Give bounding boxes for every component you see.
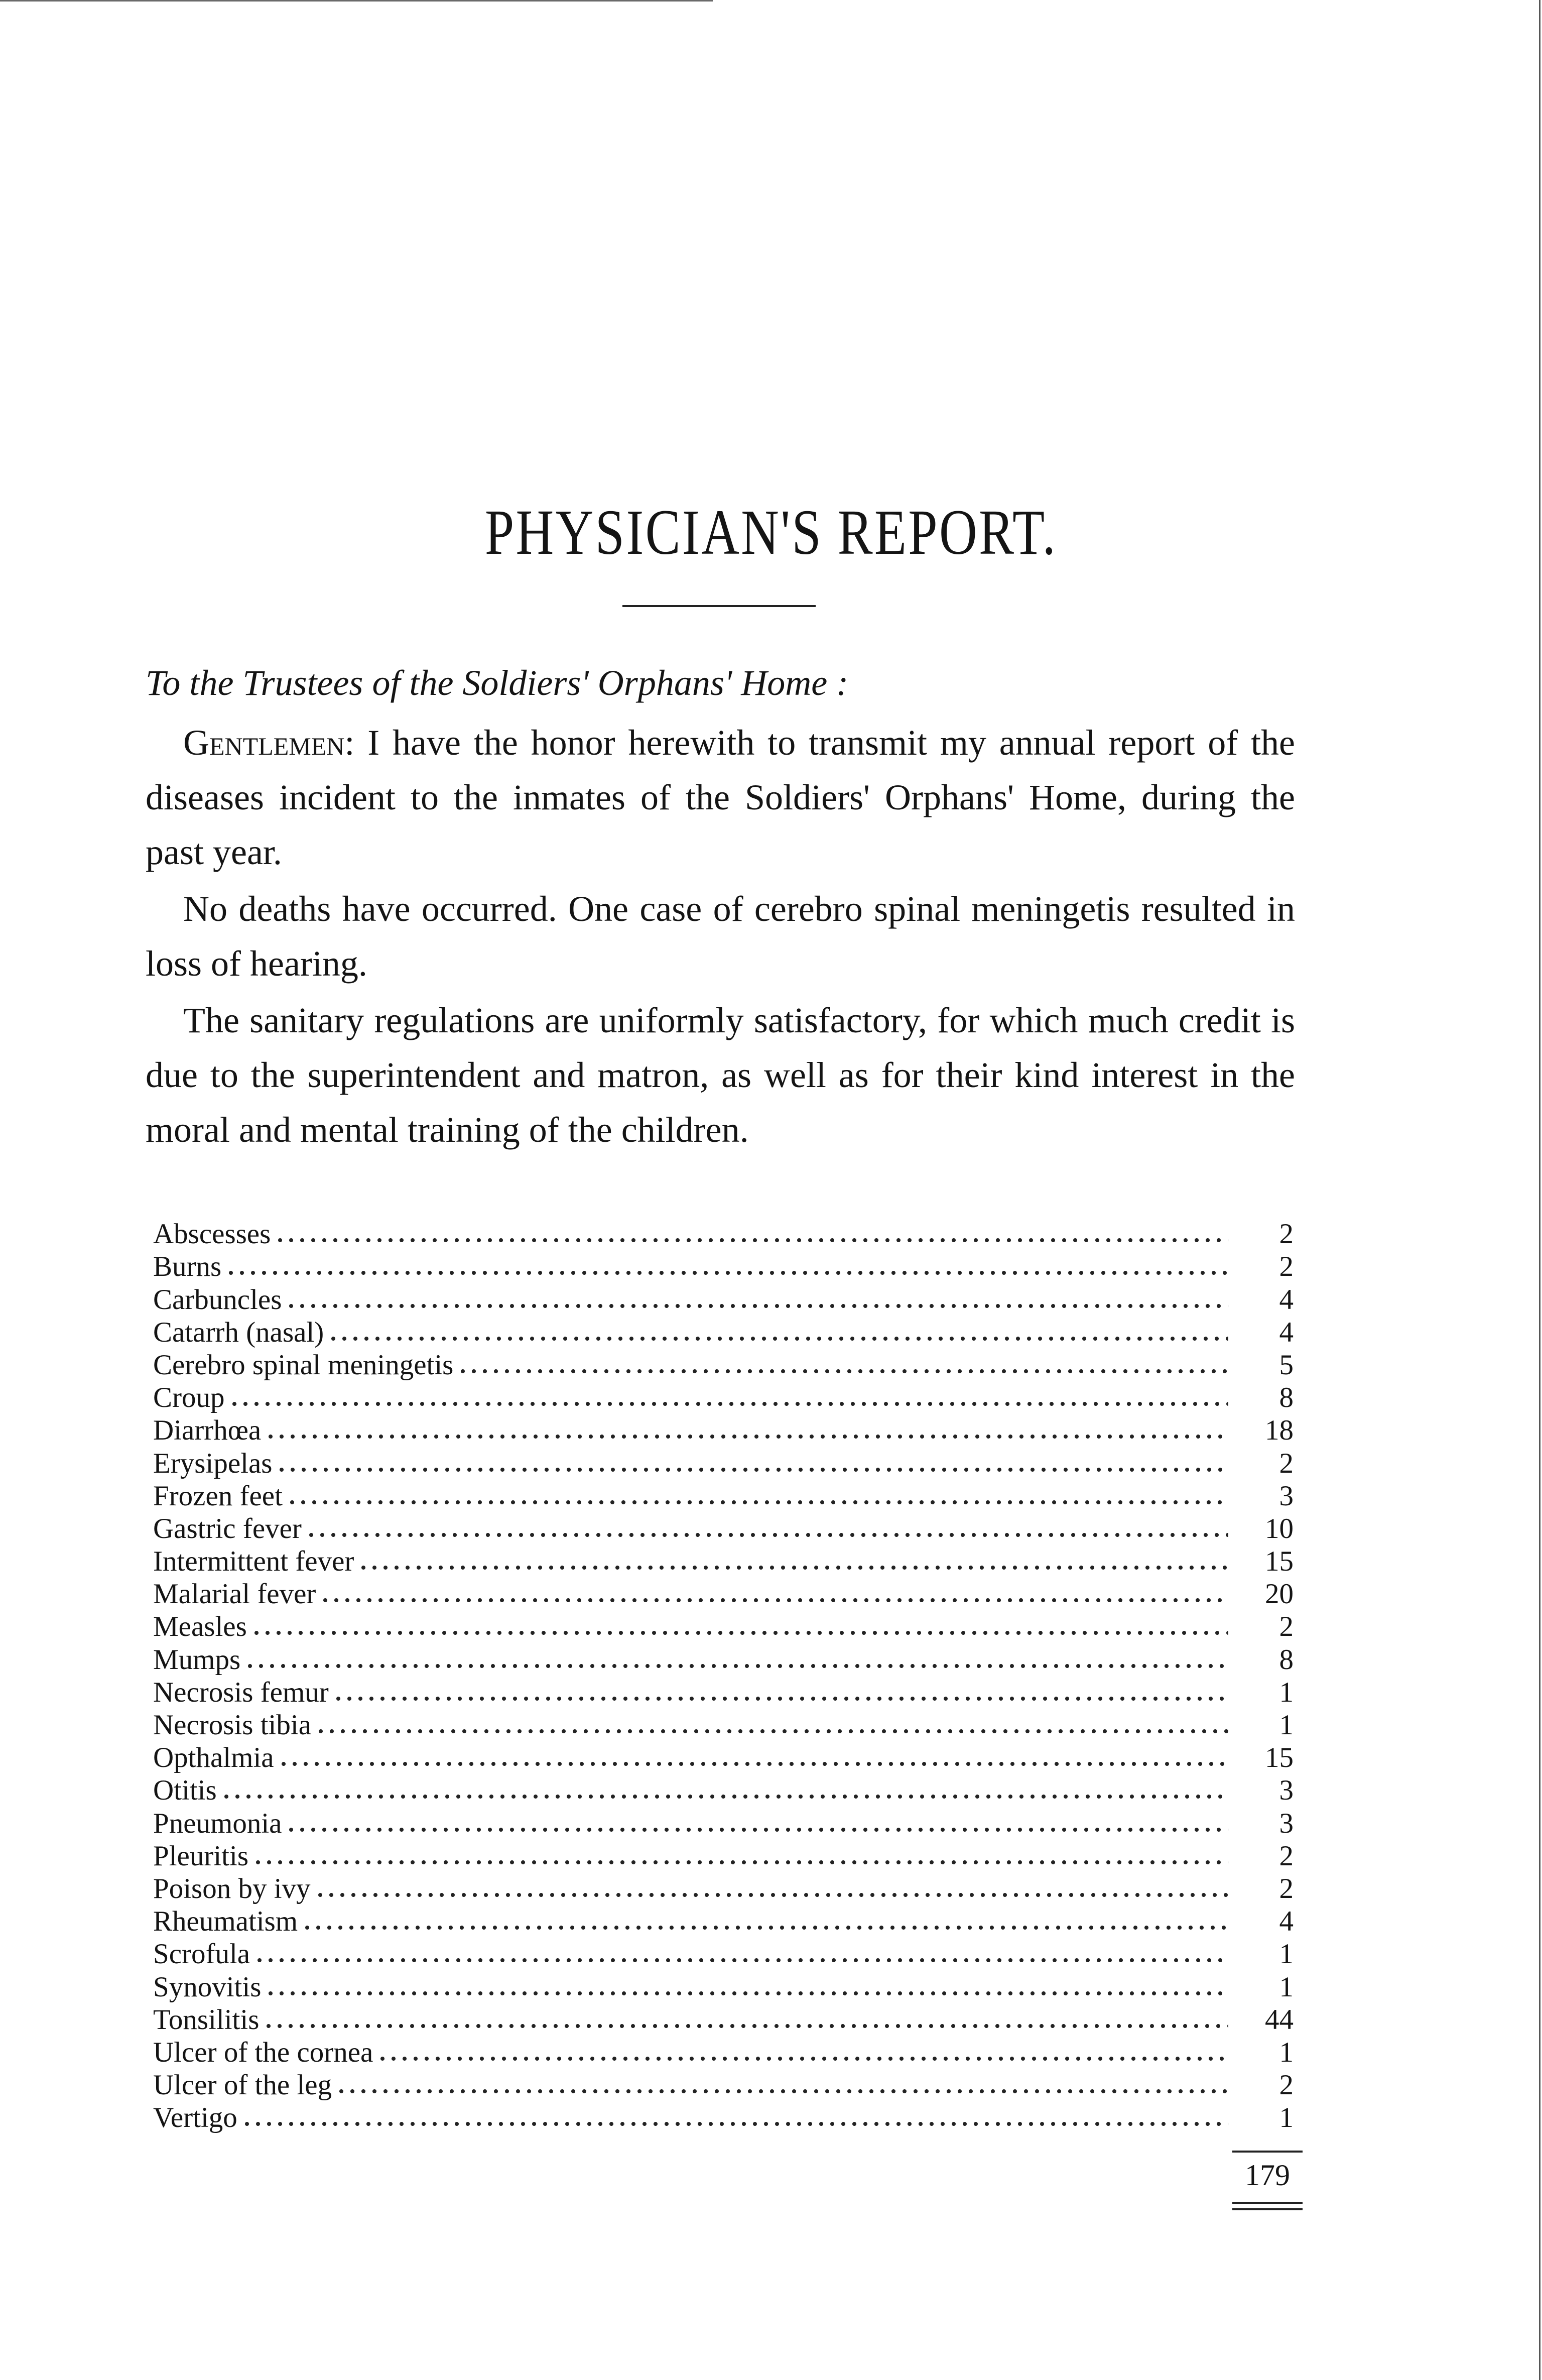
disease-count: 2 <box>1279 1218 1294 1250</box>
dot-leader <box>275 1238 1228 1242</box>
top-edge-rule <box>0 0 713 2</box>
dot-leader <box>315 1893 1228 1897</box>
disease-row <box>153 1676 1303 1709</box>
disease-name: Pleuritis <box>153 1840 249 1872</box>
disease-row <box>153 2003 1303 2036</box>
disease-row <box>153 1316 1303 1349</box>
disease-count: 44 <box>1265 2003 1294 2036</box>
disease-row <box>153 1447 1303 1479</box>
disease-count: 18 <box>1265 1414 1294 1447</box>
paragraph-1 <box>146 716 1295 880</box>
dot-leader <box>302 1926 1228 1930</box>
disease-name: Erysipelas <box>153 1447 273 1479</box>
disease-list <box>153 1218 1303 2134</box>
disease-name: Catarrh (nasal) <box>153 1316 324 1348</box>
disease-count: 15 <box>1265 1742 1294 1774</box>
disease-name: Pneumonia <box>153 1807 282 1839</box>
dot-leader <box>278 1762 1228 1766</box>
disease-count: 20 <box>1265 1578 1294 1610</box>
disease-name: Otitis <box>153 1774 217 1807</box>
disease-count: 3 <box>1279 1774 1294 1807</box>
disease-name: Cerebro spinal meningetis <box>153 1349 454 1381</box>
disease-row <box>153 1610 1303 1643</box>
disease-count: 1 <box>1279 2036 1294 2068</box>
disease-count: 4 <box>1279 1316 1294 1348</box>
disease-name: Necrosis femur <box>153 1676 329 1708</box>
total-double-rule-upper <box>1232 2202 1303 2204</box>
disease-name: Poison by ivy <box>153 1872 311 1905</box>
disease-count: 8 <box>1279 1643 1294 1676</box>
dot-leader <box>221 1795 1228 1799</box>
salutation: To the Trustees of the Soldiers' Orphans' Home : <box>146 663 849 703</box>
disease-count: 1 <box>1279 1971 1294 2003</box>
disease-row <box>153 1480 1303 1512</box>
disease-row <box>153 1512 1303 1545</box>
disease-name: Intermittent fever <box>153 1545 354 1578</box>
disease-count: 8 <box>1279 1382 1294 1414</box>
disease-count: 2 <box>1279 1611 1294 1643</box>
dot-leader <box>328 1337 1228 1341</box>
disease-row <box>153 1741 1303 1774</box>
dot-leader <box>287 1500 1228 1504</box>
disease-row <box>153 1578 1303 1610</box>
disease-name: Carbuncles <box>153 1283 282 1316</box>
disease-row <box>153 1250 1303 1283</box>
disease-row <box>153 1709 1303 1741</box>
disease-row <box>153 1938 1303 1970</box>
disease-name: Synovitis <box>153 1971 262 2003</box>
dot-leader <box>333 1697 1228 1701</box>
dot-leader <box>265 1991 1228 1995</box>
dot-leader <box>315 1729 1228 1733</box>
disease-row <box>153 1840 1303 1872</box>
disease-count: 2 <box>1279 2069 1294 2101</box>
dot-leader <box>276 1468 1228 1472</box>
dot-leader <box>252 1860 1228 1864</box>
disease-name: Opthalmia <box>153 1742 274 1774</box>
disease-count: 4 <box>1279 1283 1294 1316</box>
paragraph-3: The sanitary regulations are uniformly satisfactory, for which much credit is due to the superintendent and matron, as well as for their kind interest in the moral and mental training of the children. <box>146 1000 1295 1150</box>
disease-count: 2 <box>1279 1447 1294 1479</box>
disease-count: 1 <box>1279 1709 1294 1741</box>
disease-row <box>153 2036 1303 2069</box>
disease-row <box>153 1970 1303 2003</box>
disease-count: 2 <box>1279 1251 1294 1283</box>
disease-row <box>153 1872 1303 1905</box>
disease-name: Malarial fever <box>153 1578 316 1610</box>
dot-leader <box>254 1958 1228 1962</box>
dot-leader <box>306 1533 1228 1537</box>
disease-row <box>153 1807 1303 1839</box>
disease-row <box>153 1349 1303 1381</box>
disease-name: Burns <box>153 1251 222 1283</box>
disease-row <box>153 1218 1303 1250</box>
dot-leader <box>229 1402 1229 1406</box>
dot-leader <box>358 1566 1228 1570</box>
disease-name: Croup <box>153 1382 225 1414</box>
disease-count: 3 <box>1279 1480 1294 1512</box>
disease-count: 15 <box>1265 1545 1294 1578</box>
dot-leader <box>377 2057 1228 2061</box>
paragraph-1-text: I have the honor herewith to transmit my annual report of the diseases incident to the inmates of the Soldiers' Orphans' Home, during the past year. <box>146 723 1295 872</box>
dot-leader <box>336 2089 1228 2093</box>
dot-leader <box>244 1664 1228 1668</box>
dot-leader <box>457 1369 1228 1373</box>
dot-leader <box>251 1631 1228 1635</box>
disease-count: 4 <box>1279 1906 1294 1938</box>
disease-name: Vertigo <box>153 2102 237 2134</box>
total-count: 179 <box>1245 2159 1290 2192</box>
disease-name: Necrosis tibia <box>153 1709 312 1741</box>
dot-leader <box>241 2122 1228 2126</box>
disease-name: Measles <box>153 1611 247 1643</box>
dot-leader <box>263 2024 1228 2028</box>
disease-name: Abscesses <box>153 1218 271 1250</box>
disease-count: 10 <box>1265 1512 1294 1544</box>
disease-row <box>153 1643 1303 1676</box>
disease-name: Mumps <box>153 1643 241 1676</box>
disease-row <box>153 1414 1303 1447</box>
disease-row <box>153 2101 1303 2134</box>
letter-body <box>146 716 1295 1159</box>
disease-name: Frozen feet <box>153 1480 283 1512</box>
salutation-lead: Gentlemen: <box>183 723 355 763</box>
dot-leader <box>225 1271 1228 1275</box>
disease-name: Scrofula <box>153 1938 250 1970</box>
disease-count: 5 <box>1279 1349 1294 1381</box>
paragraph-2: No deaths have occurred. One case of cerebro spinal meningetis resulted in loss of hearing. <box>146 889 1295 984</box>
dot-leader <box>286 1304 1228 1308</box>
disease-name: Ulcer of the leg <box>153 2069 332 2101</box>
disease-count: 2 <box>1279 1840 1294 1872</box>
disease-row <box>153 1381 1303 1414</box>
disease-count: 1 <box>1279 1676 1294 1708</box>
disease-row <box>153 1545 1303 1578</box>
disease-row <box>153 2069 1303 2101</box>
dot-leader <box>320 1598 1228 1602</box>
disease-count: 2 <box>1279 1872 1294 1905</box>
disease-name: Gastric fever <box>153 1512 302 1544</box>
disease-count: 1 <box>1279 1938 1294 1970</box>
page-right-edge <box>1539 0 1540 2380</box>
disease-count: 1 <box>1279 2102 1294 2134</box>
disease-row <box>153 1283 1303 1316</box>
disease-name: Ulcer of the cornea <box>153 2036 373 2068</box>
disease-row <box>153 1774 1303 1807</box>
page-title: PHYSICIAN'S REPORT. <box>484 497 1058 568</box>
disease-name: Diarrhœa <box>153 1414 262 1447</box>
dot-leader <box>265 1435 1228 1439</box>
dot-leader <box>286 1828 1228 1832</box>
disease-name: Rheumatism <box>153 1906 298 1938</box>
total-rule-top <box>1232 2151 1303 2153</box>
total-double-rule-lower <box>1232 2208 1303 2210</box>
title-rule <box>622 605 816 607</box>
disease-name: Tonsilitis <box>153 2003 260 2036</box>
disease-row <box>153 1905 1303 1938</box>
disease-count: 3 <box>1279 1807 1294 1839</box>
